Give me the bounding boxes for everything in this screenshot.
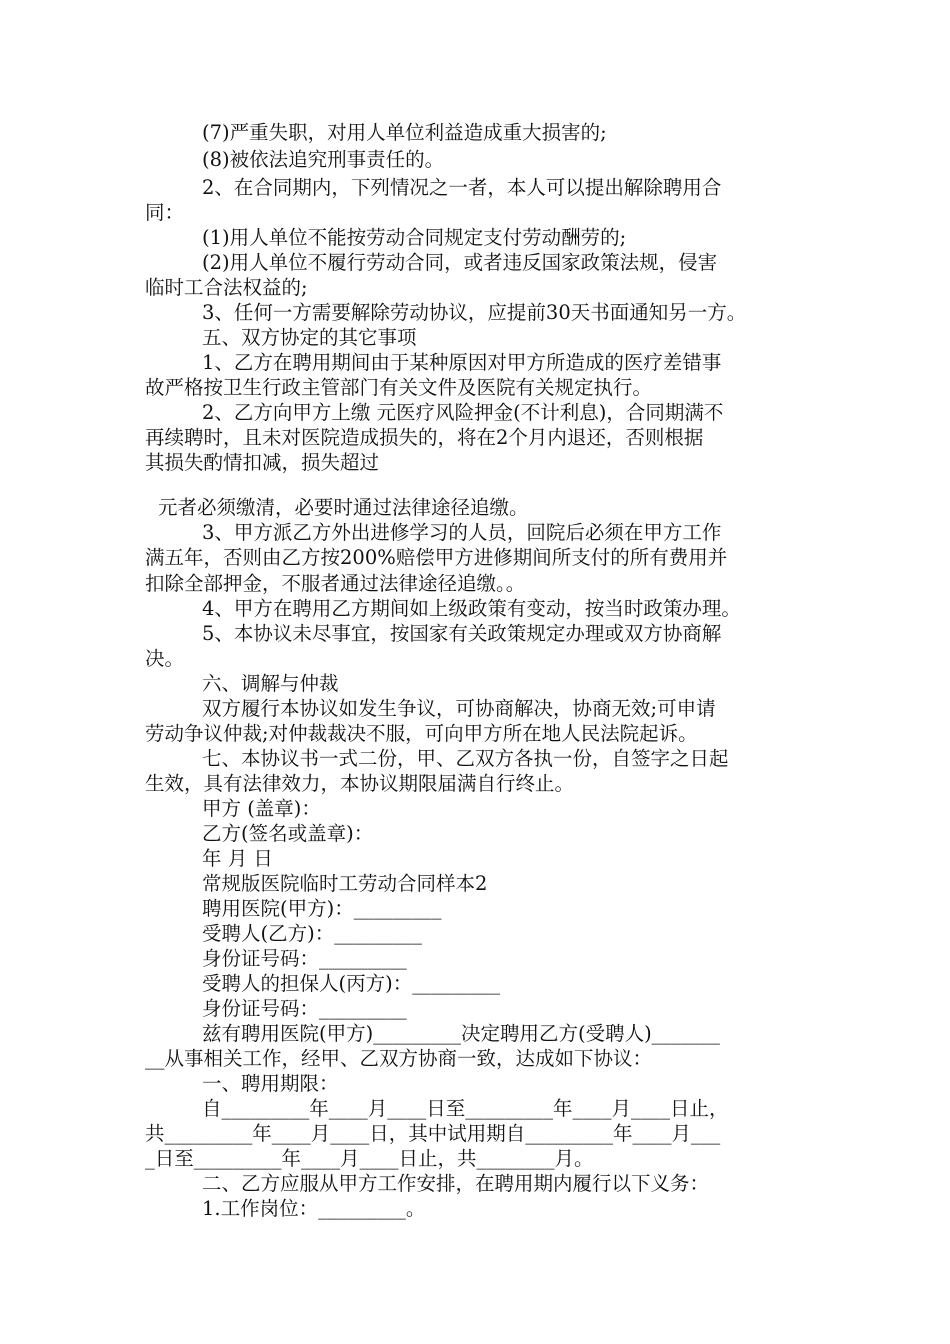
form-field-line: 受聘人的担保人(丙方)：_________ <box>202 972 500 995</box>
text-line: 决。 <box>145 647 185 670</box>
text-line: 1、乙方在聘用期间由于某种原因对甲方所造成的医疗差错事 <box>202 351 722 374</box>
text-line: 双方履行本协议如发生争议，可协商解决，协商无效;可申请 <box>202 697 716 720</box>
text-line: (8)被依法追究刑事责任的。 <box>202 148 445 171</box>
text-line: 故严格按卫生行政主管部门有关文件及医院有关规定执行。 <box>145 376 653 399</box>
text-line: 元者必须缴清，必要时通过法律途径追缴。 <box>158 496 529 519</box>
text-line: 3、甲方派乙方外出进修学习的人员，回院后必须在甲方工作 <box>202 521 722 544</box>
section-heading: 二、乙方应服从甲方工作安排，在聘用期内履行以下义务： <box>202 1172 710 1195</box>
text-line: 七、本协议书一式二份，甲、乙双方各执一份，自签字之日起 <box>202 747 729 770</box>
text-line: 2、乙方向甲方上缴 元医疗风险押金(不计利息)，合同期满不 <box>202 401 724 424</box>
text-line: 兹有聘用医院(甲方)_________决定聘用乙方(受聘人)_______ <box>202 1022 720 1045</box>
form-field-line: 聘用医院(甲方)：_________ <box>202 897 442 920</box>
text-line: 临时工合法权益的; <box>145 276 308 299</box>
text-line: 再续聘时，且未对医院造成损失的，将在2个月内退还，否则根据 <box>145 426 704 449</box>
form-field-line: 身份证号码：_________ <box>202 947 407 970</box>
form-field-line: 受聘人(乙方)：_________ <box>202 922 422 945</box>
section-heading: 五、双方协定的其它事项 <box>202 326 417 349</box>
text-line: 其损失酌情扣减，损失超过 <box>145 451 380 474</box>
text-line: 劳动争议仲裁;对仲裁裁决不服，可向甲方所在地人民法院起诉。 <box>145 722 698 745</box>
text-line: 自_________年____月____日至_________年____月____日止， <box>202 1097 729 1120</box>
text-line: 同： <box>145 201 185 224</box>
text-line: (2)用人单位不履行劳动合同，或者违反国家政策法规，侵害 <box>202 251 718 274</box>
text-line: 3、任何一方需要解除劳动协议，应提前30天书面通知另一方。 <box>202 301 747 324</box>
text-line: 生效，具有法律效力，本协议期限届满自行终止。 <box>145 772 575 795</box>
signature-line: 甲方 (盖章)： <box>202 797 321 820</box>
text-line: __从事相关工作，经甲、乙双方协商一致，达成如下协议： <box>145 1047 653 1070</box>
text-line: (1)用人单位不能按劳动合同规定支付劳动酬劳的; <box>202 226 627 249</box>
text-line: _日至_________年____月____日止，共________月。 <box>145 1147 594 1170</box>
section-heading: 六、调解与仲裁 <box>202 672 339 695</box>
text-line: 共_________年____月____日，其中试用期自_________年____月___ <box>145 1122 721 1145</box>
section-heading: 一、聘用期限： <box>202 1072 339 1095</box>
document-title: 常规版医院临时工劳动合同样本2 <box>202 872 488 895</box>
date-line: 年 月 日 <box>202 847 273 870</box>
text-line: 2、在合同期内，下列情况之一者，本人可以提出解除聘用合 <box>202 176 722 199</box>
text-line: 4、甲方在聘用乙方期间如上级政策有变动，按当时政策办理。 <box>202 597 741 620</box>
text-line: 扣除全部押金，不服者通过法律途径追缴。。 <box>145 572 526 595</box>
signature-line: 乙方(签名或盖章)： <box>202 822 374 845</box>
text-line: 5、本协议未尽事宜，按国家有关政策规定办理或双方协商解 <box>202 622 722 645</box>
text-line: (7)严重失职，对用人单位利益造成重大损害的; <box>202 121 607 144</box>
form-field-line: 1.工作岗位：_________。 <box>202 1197 426 1220</box>
form-field-line: 身份证号码：_________ <box>202 997 407 1020</box>
text-line: 满五年，否则由乙方按200%赔偿甲方进修期间所支付的所有费用并 <box>145 546 728 569</box>
